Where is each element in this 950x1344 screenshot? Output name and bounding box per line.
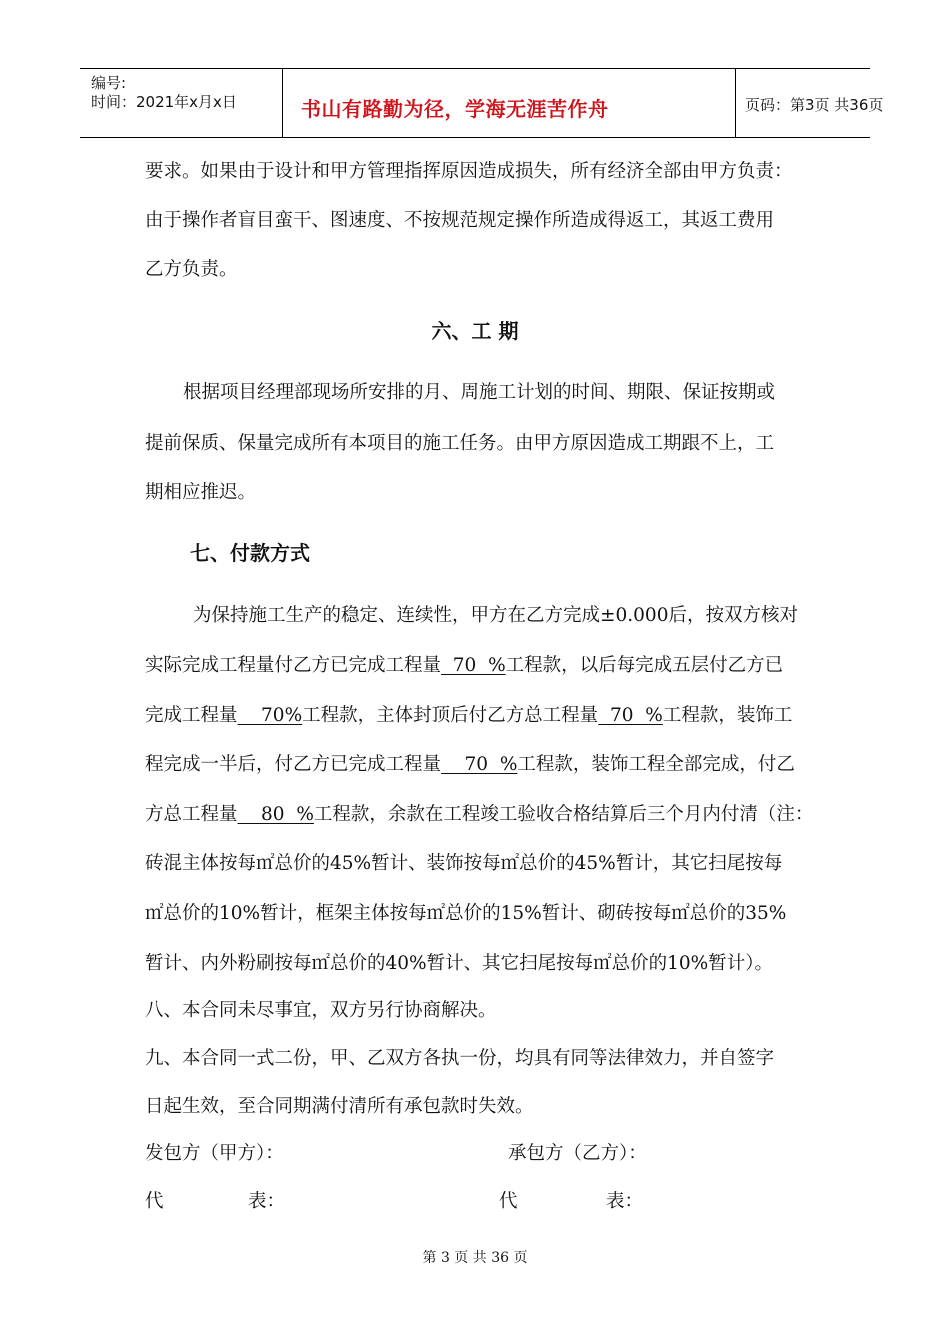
text: 工程款，余款在工程竣工验收合格结算后三个月内付清（注： — [313, 804, 814, 825]
text: 方总工程量 — [145, 804, 238, 825]
number-label: 编号: — [91, 74, 127, 92]
party-b-label: 承包方（乙方）： — [508, 1143, 647, 1164]
text: 工程款，装饰工 — [662, 705, 793, 726]
paragraph-line: 根据项目经理部现场所安排的月、周施工计划的时间、期限、保证按期或 — [183, 382, 776, 403]
text: 工程款，主体封顶后付乙方总工程量 — [302, 705, 599, 726]
section-heading-7: 七、付款方式 — [190, 541, 310, 565]
percent-blank: 80 % — [237, 804, 314, 825]
party-a-label: 发包方（甲方）： — [145, 1143, 284, 1164]
paragraph-line: ㎡总价的10%暂计，框架主体按每㎡总价的15%暂计、砌砖按每㎡总价的35% — [145, 903, 787, 924]
paragraph-line — [145, 704, 792, 728]
paragraph-line: 为保持施工生产的稳定、连续性，甲方在乙方完成±0.000后，按双方核对 — [193, 605, 798, 626]
paragraph-line: 提前保质、保量完成所有本项目的施工任务。由甲方原因造成工期跟不上，工 — [145, 433, 775, 454]
header-slogan-cell — [283, 69, 736, 137]
paragraph-line: 日起生效，至合同期满付清所有承包款时失效。 — [145, 1096, 534, 1117]
rep-b-label-suffix: 表： — [606, 1191, 644, 1212]
header-page-cell — [736, 69, 884, 137]
paragraph-line: 暂计、内外粉刷按每㎡总价的40%暂计、其它扫尾按每㎡总价的10%暂计）。 — [145, 953, 773, 974]
document-header — [80, 68, 884, 138]
text: 实际完成工程量付乙方已完成工程量 — [145, 655, 442, 676]
section-heading-6: 六、工 期 — [431, 319, 519, 343]
text: 工程款，以后每完成五层付乙方已 — [505, 655, 784, 676]
paragraph-line — [145, 753, 795, 777]
paragraph-line — [145, 654, 783, 678]
percent-blank: 70 % — [598, 705, 663, 726]
date-label: 时间：2021年x月x日 — [91, 93, 237, 111]
paragraph-line: 要求。如果由于设计和甲方管理指挥原因造成损失，所有经济全部由甲方负责： — [145, 161, 793, 182]
paragraph-line: 期相应推迟。 — [145, 482, 257, 503]
text: 工程款，装饰工程全部完成，付乙 — [517, 754, 795, 775]
page-label: 页码：第3页 共36页 — [745, 96, 884, 114]
percent-blank: 70% — [237, 705, 303, 726]
paragraph-line: 九、本合同一式二份，甲、乙双方各执一份，均具有同等法律效力，并自签字 — [145, 1048, 775, 1069]
rep-b-label: 代 — [499, 1191, 518, 1212]
percent-blank: 70 % — [441, 655, 506, 676]
paragraph-line: 砖混主体按每㎡总价的45%暂计、装饰按每㎡总价的45%暂计，其它扫尾按每 — [145, 853, 783, 874]
text: 程完成一半后，付乙方已完成工程量 — [145, 754, 442, 775]
slogan: 书山有路勤为径，学海无涯苦作舟 — [301, 97, 609, 121]
rep-a-label: 代 — [145, 1191, 164, 1212]
paragraph-line: 由于操作者盲目蛮干、图速度、不按规范规定操作所造成得返工，其返工费用 — [145, 210, 775, 231]
rep-a-label-suffix: 表： — [248, 1191, 286, 1212]
text: 完成工程量 — [145, 705, 238, 726]
paragraph-line: 乙方负责。 — [145, 259, 238, 280]
percent-blank: 70 % — [441, 754, 518, 775]
header-info-cell — [80, 69, 283, 137]
paragraph-line — [145, 803, 813, 827]
paragraph-line: 八、本合同未尽事宜，双方另行协商解决。 — [145, 1000, 497, 1021]
page-footer: 第 3 页 共 36 页 — [422, 1250, 528, 1266]
